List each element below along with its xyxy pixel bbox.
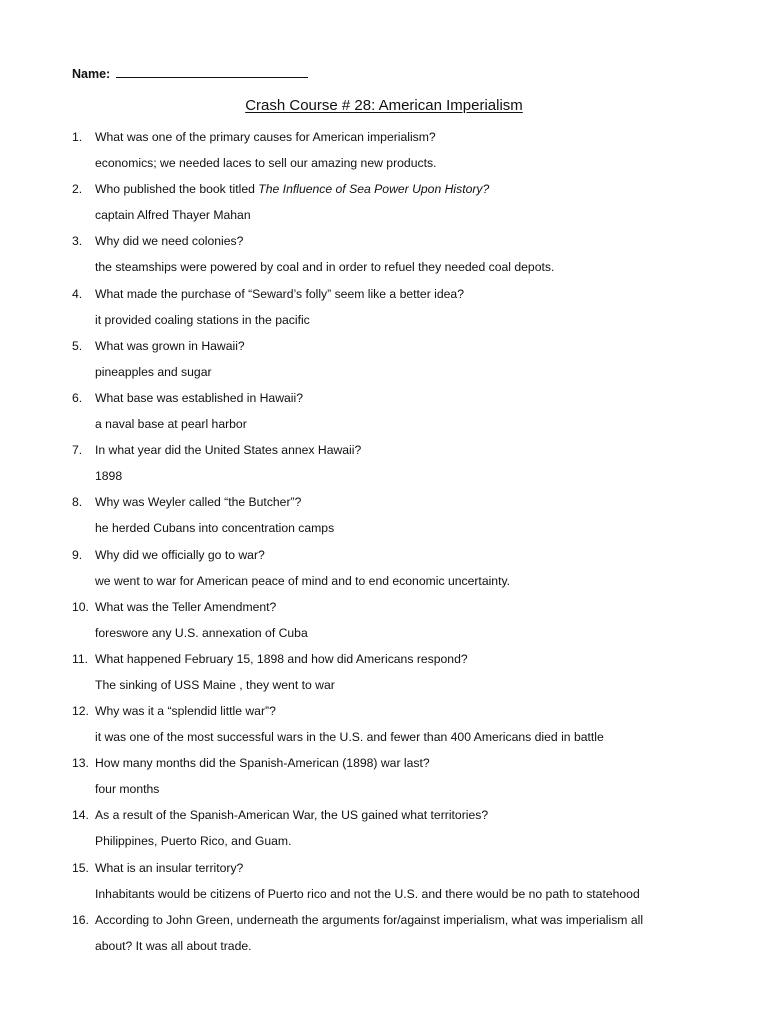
answer: he herded Cubans into concentration camps [95, 521, 335, 536]
page-title-text: Crash Course # 28: American Imperialism [245, 97, 523, 114]
answer: about? It was all about trade. [95, 938, 252, 953]
question [72, 128, 436, 146]
question-text: In what year did the United States annex Hawaii? [95, 443, 362, 458]
question-number: 4. [72, 286, 83, 301]
question-text: Why did we need colonies? [95, 234, 244, 249]
question [72, 232, 243, 250]
question-number: 11. [72, 651, 89, 666]
question-number: 14. [72, 808, 89, 823]
question-item-15 [72, 859, 712, 911]
question-item-16 [72, 911, 712, 963]
question-text-plain: Who published the book titled [95, 182, 259, 197]
question-item-12 [72, 702, 712, 754]
answer: it provided coaling stations in the pacific [95, 312, 310, 327]
question-text: According to John Green, underneath the arguments for/against imperialism, what was imperialism all [95, 912, 644, 927]
answer: the steamships were powered by coal and in order to refuel they needed coal depots. [95, 260, 555, 275]
question-item-2 [72, 180, 712, 232]
question [72, 859, 243, 877]
question-text: How many months did the Spanish-American (1898) war last? [95, 756, 430, 771]
question [72, 389, 303, 407]
book-title: The Influence of Sea Power Upon History? [258, 182, 490, 197]
question-item-13 [72, 754, 712, 806]
answer: foreswore any U.S. annexation of Cuba [95, 625, 308, 640]
question-item-4 [72, 285, 712, 337]
question-item-8 [72, 493, 712, 545]
question-number: 9. [72, 547, 83, 562]
answer: captain Alfred Thayer Mahan [95, 208, 251, 223]
answer: pineapples and sugar [95, 364, 212, 379]
question-text: What made the purchase of “Seward’s folly” seem like a better idea? [95, 286, 464, 301]
question-number: 3. [72, 234, 83, 249]
question-text: What is an insular territory? [95, 860, 244, 875]
answer: we went to war for American peace of mind and to end economic uncertainty. [95, 573, 511, 588]
answer: The sinking of USS Maine , they went to war [95, 677, 335, 692]
question-text: As a result of the Spanish-American War, the US gained what territories? [95, 808, 489, 823]
question-number: 5. [72, 338, 83, 353]
question-text: What happened February 15, 1898 and how did Americans respond? [95, 651, 468, 666]
question-number: 1. [72, 130, 83, 144]
question [72, 754, 430, 772]
question [72, 598, 276, 616]
answer: it was one of the most successful wars in the U.S. and fewer than 400 Americans died in battle [95, 730, 604, 745]
question-number: 12. [72, 704, 89, 719]
question-item-3 [72, 232, 712, 284]
question-text: What base was established in Hawaii? [95, 390, 303, 405]
name-field [72, 66, 308, 82]
answer: Philippines, Puerto Rico, and Guam. [95, 834, 292, 849]
question-text: What was grown in Hawaii? [95, 338, 245, 353]
question [72, 911, 643, 929]
question-number: 8. [72, 495, 83, 510]
question-text: Why was Weyler called “the Butcher”? [95, 495, 302, 510]
question-number: 6. [72, 390, 83, 405]
question [72, 546, 265, 564]
question-number: 16. [72, 912, 89, 927]
question-text: What was one of the primary causes for American imperialism? [95, 130, 436, 144]
question [72, 337, 245, 355]
answer: economics; we needed laces to sell our amazing new products. [95, 156, 437, 170]
question [72, 180, 489, 198]
answer: a naval base at pearl harbor [95, 416, 247, 431]
question [72, 285, 464, 303]
question-text: What was the Teller Amendment? [95, 599, 277, 614]
question-item-6 [72, 389, 712, 441]
answer: 1898 [95, 469, 123, 484]
question [72, 650, 468, 668]
question [72, 806, 488, 824]
question-item-11 [72, 650, 712, 702]
question-text [95, 182, 489, 196]
question-number: 7. [72, 443, 83, 458]
question-item-9 [72, 546, 712, 598]
name-blank-line [116, 66, 308, 78]
question [72, 493, 301, 511]
question-number: 15. [72, 860, 89, 875]
question-item-14 [72, 806, 712, 858]
answer: Inhabitants would be citizens of Puerto rico and not the U.S. and there would be no path to statehood [95, 886, 640, 901]
question-number: 2. [72, 182, 83, 197]
answer: four months [95, 782, 160, 797]
question [72, 441, 361, 459]
question-number: 13. [72, 756, 89, 771]
question-text: Why was it a “splendid little war”? [95, 704, 276, 719]
question [72, 702, 276, 720]
page-title [0, 96, 768, 116]
name-label: Name: [72, 67, 111, 81]
question-item-7 [72, 441, 712, 493]
question-text: Why did we officially go to war? [95, 547, 265, 562]
question-list [72, 128, 712, 963]
question-number: 10. [72, 599, 89, 614]
question-item-10 [72, 598, 712, 650]
question-item-5 [72, 337, 712, 389]
question-item-1 [72, 128, 712, 180]
